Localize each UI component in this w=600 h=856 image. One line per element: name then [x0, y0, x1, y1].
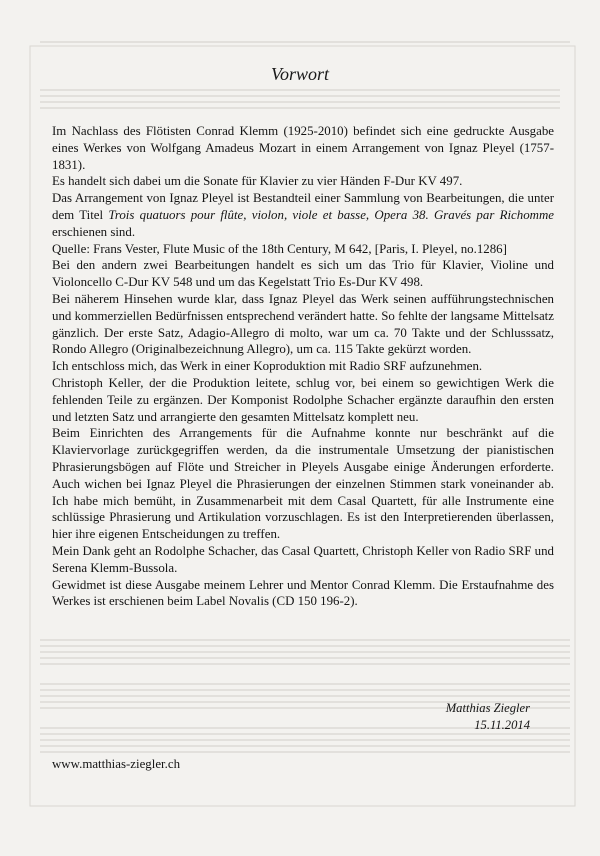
paragraph-arrangement	[52, 190, 554, 240]
author-name: Matthias Ziegler	[445, 701, 530, 715]
paragraph-dank: Mein Dank geht an Rodolphe Schacher, das Casal Quartett, Christoph Keller von Radio SRF und Serena Klemm-Bussola.	[52, 543, 554, 575]
collection-title: Trois quatuors pour flûte, violon, viole et basse, Opera 38. Gravés par Richomme	[108, 207, 554, 222]
preface-body	[52, 123, 554, 610]
paragraph-quelle: Quelle: Frans Vester, Flute Music of the 18th Century, M 642, [Paris, I. Pleyel, no.1286]	[52, 241, 507, 256]
paragraph-keller: Christoph Keller, der die Produktion leitete, schlug vor, bei einem so gewichtigen Werk die fehlenden Teile zu ergänzen. Der Komponist Rodolphe Schacher ergänzte daraufhin den ersten und letzten Satz und arrangierte den gesamten Mittelsatz komplett neu.	[52, 375, 554, 424]
page-title: Vorwort	[270, 64, 330, 84]
paragraph-arrangement-end: erschienen sind.	[52, 224, 136, 239]
signature-block	[446, 700, 530, 734]
paragraph-einrichten: Beim Einrichten des Arrangements für die Aufnahme konnte nur beschränkt auf die Klaviervorlage zurückgegriffen werden, da die instrumentale Umsetzung der pianistischen Phrasierungsbögen auf Flöte und Streicher in Pleyels Ausgabe einige Änderungen erforderte. Auch wichen bei Ignaz Pleyel die Phrasierungen der einzelnen Stimmen stark voneinander ab. Ich habe mich bemüht, in Zusammenarbeit mit dem Casal Quartett, für alle Instrumente eine schlüssige Phrasierung und Artikulation vorzuschlagen. Es ist den Interpretierenden überlassen, hier ihre eigenen Entscheidungen zu treffen.	[52, 426, 554, 542]
paragraph-widmung: Gewidmet ist diese Ausgabe meinem Lehrer und Mentor Conrad Klemm. Die Erstaufnahme des Werkes ist erschienen beim Label Novalis (CD 150 196-2).	[52, 577, 554, 609]
paragraph-hinsehen: Bei näherem Hinsehen wurde klar, dass Ignaz Pleyel das Werk seinen aufführungstechnischen und kommerziellen Bedürfnissen entsprechend verändert hatte. So fehlte der langsame Mittelsatz gänzlich. Der erste Satz, Adagio-Allegro di molto, war um ca. 70 Takte und der Schlusssatz, Rondo Allegro (Originalbezeichnung Allegro), um ca. 115 Takte gekürzt worden.	[52, 291, 554, 357]
signature-date: 15.11.2014	[474, 718, 530, 732]
paragraph-nachlass: Im Nachlass des Flötisten Conrad Klemm (1925-2010) befindet sich eine gedruckte Ausgabe eines Werkes von Wolfgang Amadeus Mozart in einem Arrangement von Ignaz Pleyel (1757-1831).	[52, 124, 554, 172]
website-link[interactable]: www.matthias-ziegler.ch	[52, 757, 181, 771]
paragraph-sonate: Es handelt sich dabei um die Sonate für Klavier zu vier Händen F-Dur KV 497.	[52, 174, 463, 189]
paragraph-arrangement-text: Das Arrangement von Ignaz Pleyel ist Bestandteil einer Sammlung von Bearbeitungen, die unter dem Titel	[52, 191, 554, 222]
paragraph-koproduktion: Ich entschloss mich, das Werk in einer Koproduktion mit Radio SRF aufzunehmen.	[52, 359, 483, 374]
paragraph-bearbeitungen: Bei den andern zwei Bearbeitungen handelt es sich um das Trio für Klavier, Violine und Violoncello C-Dur KV 548 und um das Kegelstatt Trio Es-Dur KV 498.	[52, 258, 554, 290]
